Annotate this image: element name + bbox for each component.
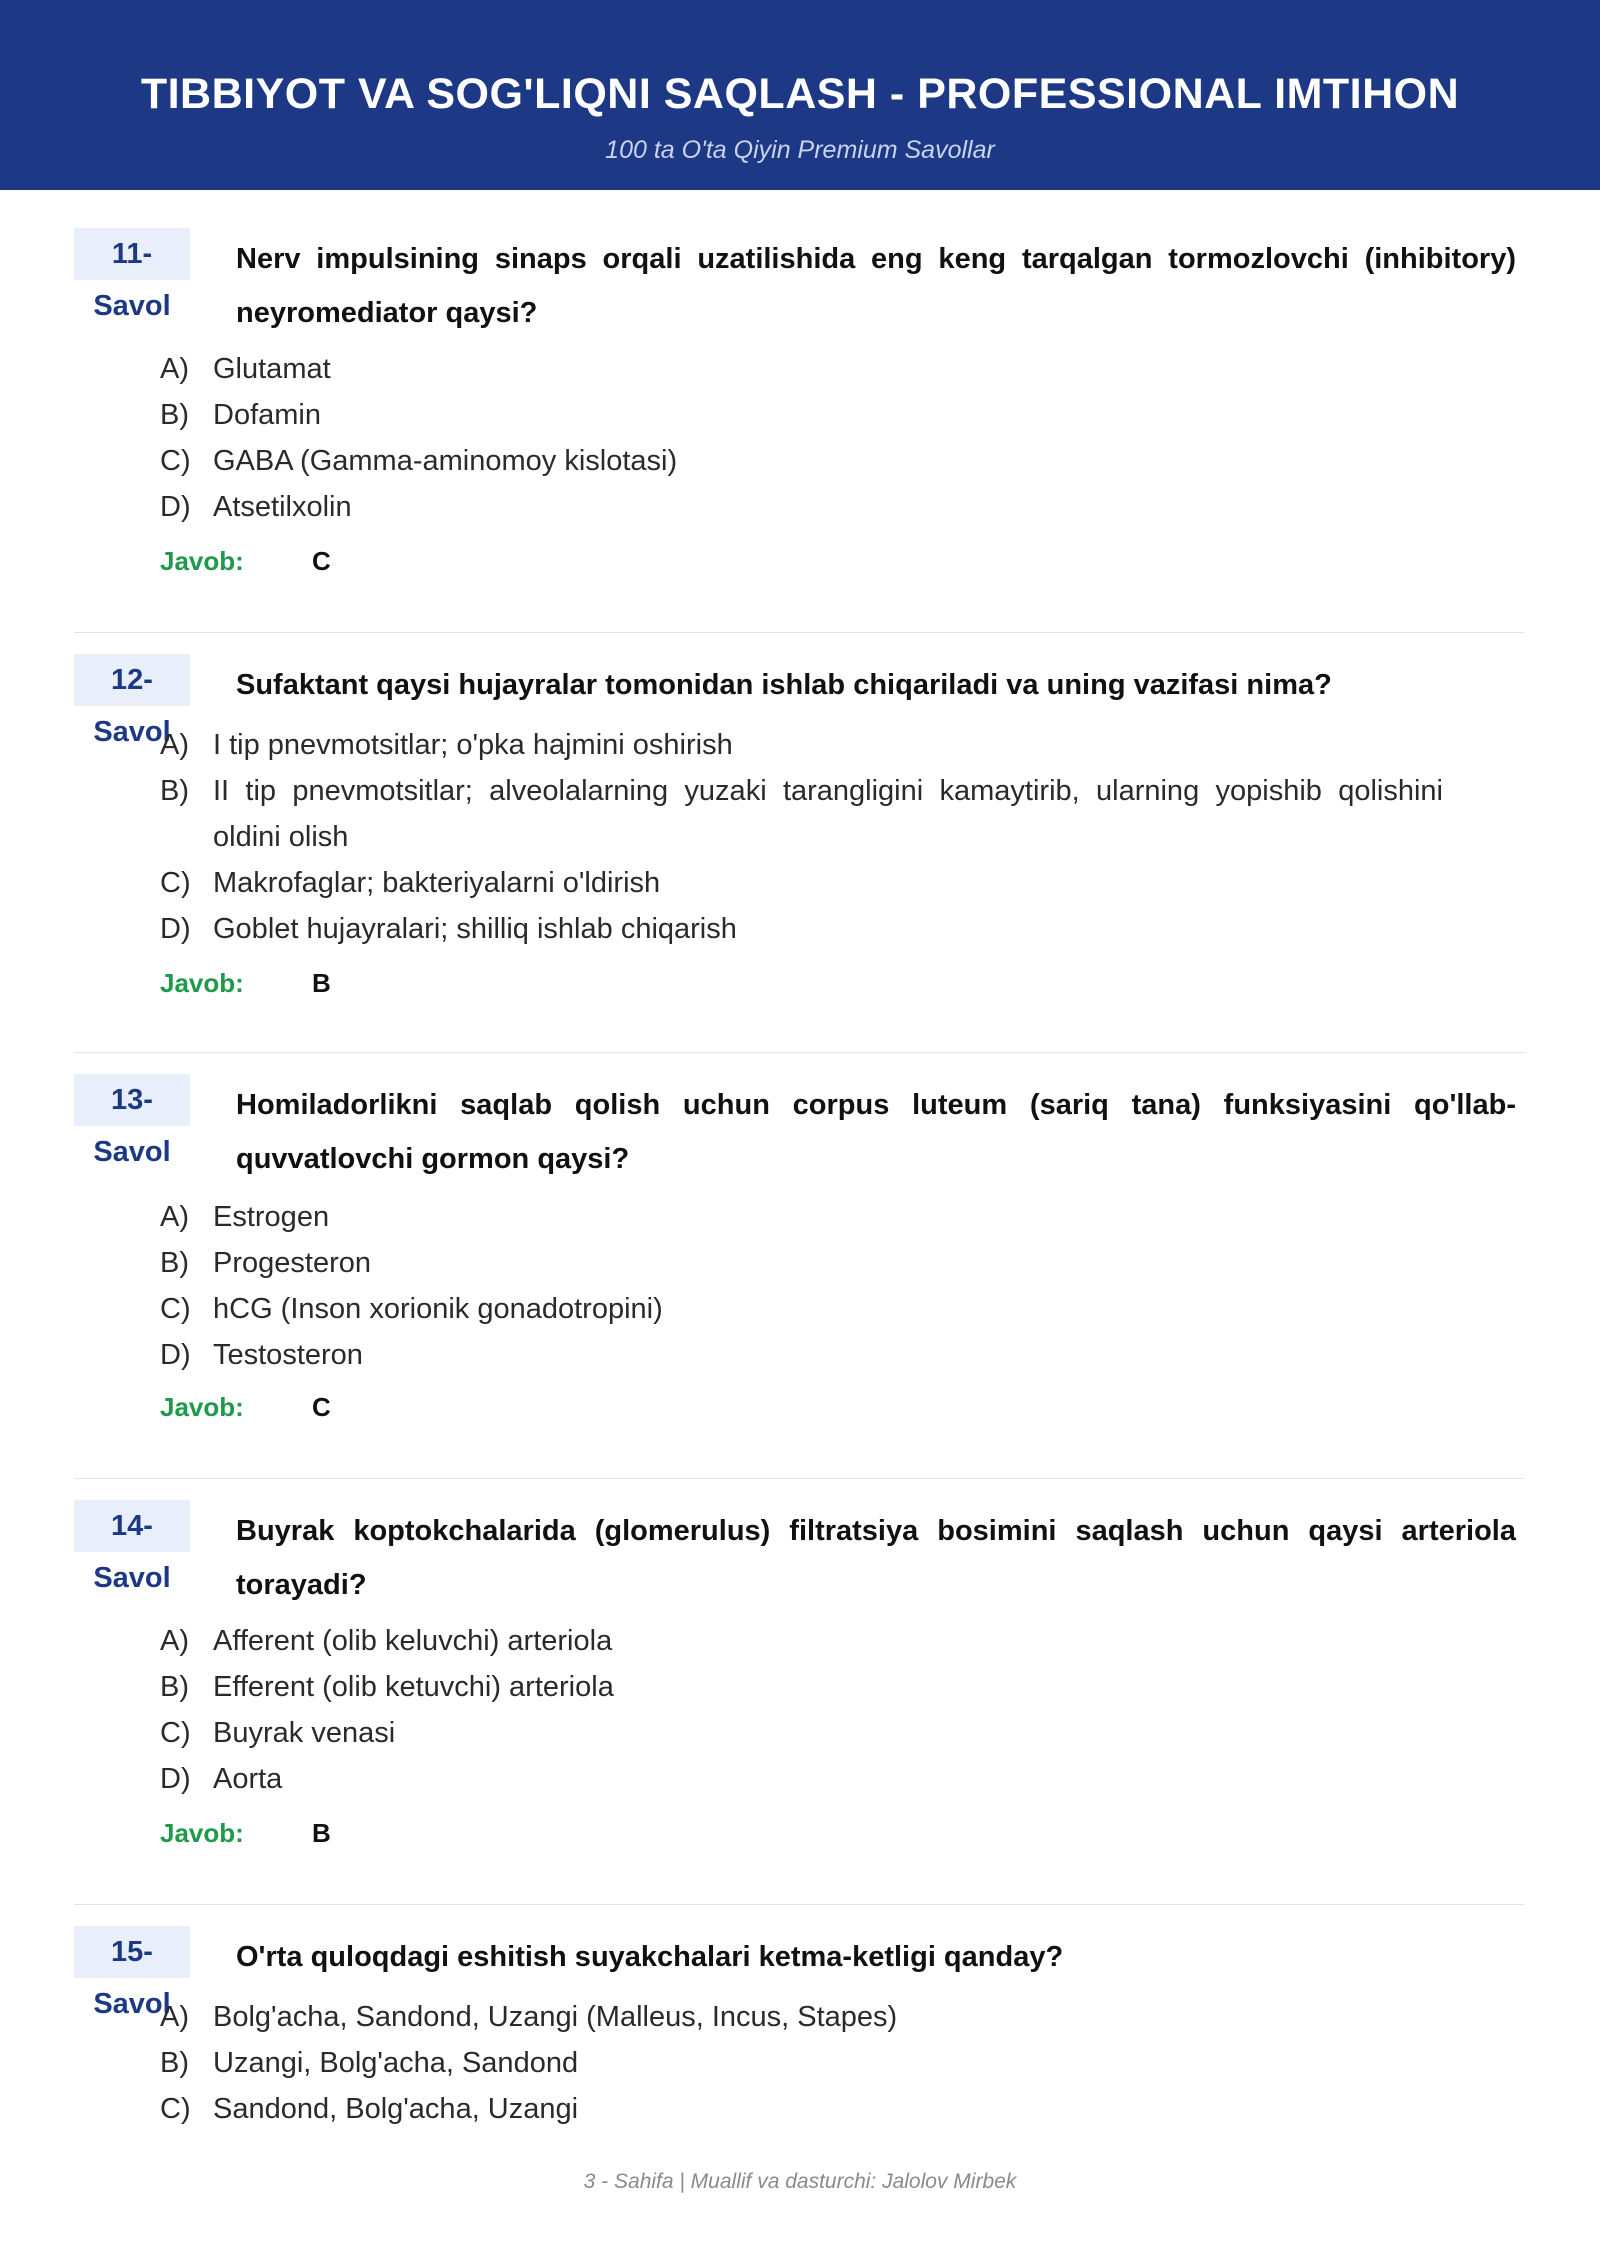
divider <box>74 1478 1524 1479</box>
option-letter: B) <box>160 1247 189 1279</box>
divider <box>74 632 1524 633</box>
option-text: Testosteron <box>213 1339 363 1371</box>
option-letter: D) <box>160 1339 191 1371</box>
question-number: 11-Savol <box>74 228 190 280</box>
question-text: Sufaktant qaysi hujayralar tomonidan ishlab chiqariladi va uning vazifasi nima? <box>236 669 1332 701</box>
option-text: Atsetilxolin <box>213 491 352 523</box>
option-text: Efferent (olib ketuvchi) arteriola <box>213 1671 614 1703</box>
question-number: 15-Savol <box>74 1926 190 1978</box>
divider <box>74 1904 1524 1905</box>
option-letter: B) <box>160 399 189 431</box>
option-text: hCG (Inson xorionik gonadotropini) <box>213 1293 663 1325</box>
question-text: O'rta quloqdagi eshitish suyakchalari ketma-ketligi qanday? <box>236 1941 1064 1973</box>
option-letter: D) <box>160 491 191 523</box>
option-text: Aorta <box>213 1763 283 1795</box>
answer-label: Javob: <box>160 968 244 998</box>
answer-value: B <box>312 1818 331 1848</box>
option-letter: B) <box>160 1671 189 1703</box>
document-subtitle: 100 ta O'ta Qiyin Premium Savollar <box>605 136 995 164</box>
option-letter: C) <box>160 867 191 899</box>
option-text: Buyrak venasi <box>213 1717 396 1749</box>
option-letter: B) <box>160 2047 189 2079</box>
answer-label: Javob: <box>160 1392 244 1422</box>
question-text: Buyrak koptokchalarida (glomerulus) filtratsiya bosimini saqlash uchun qaysi arteriola torayadi? <box>236 1515 1516 1601</box>
option-letter: D) <box>160 1763 191 1795</box>
option-text: Glutamat <box>213 353 331 385</box>
option-letter: A) <box>160 1625 189 1657</box>
option-letter: A) <box>160 1201 189 1233</box>
question-number: 14-Savol <box>74 1500 190 1552</box>
option-letter: B) <box>160 775 189 807</box>
option-letter: C) <box>160 1717 191 1749</box>
option-letter: C) <box>160 445 191 477</box>
option-text: Dofamin <box>213 399 321 431</box>
option-text: I tip pnevmotsitlar; o'pka hajmini oshirish <box>213 729 733 761</box>
option-text: II tip pnevmotsitlar; alveolalarning yuzaki tarangligini kamaytirib, ularning yopishib qolishini oldini olish <box>213 775 1443 853</box>
question-number: 12-Savol <box>74 654 190 706</box>
option-text: Progesteron <box>213 1247 371 1279</box>
document-title: TIBBIYOT VA SOG'LIQNI SAQLASH - PROFESSIONAL IMTIHON <box>140 70 1460 118</box>
option-text: Sandond, Bolg'acha, Uzangi <box>213 2093 579 2125</box>
answer-value: B <box>312 968 331 998</box>
option-letter: A) <box>160 2001 189 2033</box>
option-letter: A) <box>160 353 189 385</box>
option-text: Estrogen <box>213 1201 330 1233</box>
answer-label: Javob: <box>160 1818 244 1848</box>
question-number: 13-Savol <box>74 1074 190 1126</box>
divider <box>74 1052 1524 1053</box>
question-text: Nerv impulsining sinaps orqali uzatilishida eng keng tarqalgan tormozlovchi (inhibitory) neyromediator qaysi? <box>236 243 1516 329</box>
answer-value: C <box>312 1392 331 1422</box>
option-text: Bolg'acha, Sandond, Uzangi (Malleus, Incus, Stapes) <box>213 2001 898 2033</box>
option-letter: C) <box>160 2093 191 2125</box>
page-footer: 3 - Sahifa | Muallif va dasturchi: Jalolov Mirbek <box>583 2170 1017 2193</box>
answer-label: Javob: <box>160 546 244 576</box>
option-letter: D) <box>160 913 191 945</box>
option-letter: C) <box>160 1293 191 1325</box>
option-text: Goblet hujayralari; shilliq ishlab chiqarish <box>213 913 737 945</box>
question-text: Homiladorlikni saqlab qolish uchun corpus luteum (sariq tana) funksiyasini qo'llab-quvvatlovchi gormon qaysi? <box>236 1089 1516 1175</box>
page-header <box>0 0 1600 190</box>
option-letter: A) <box>160 729 189 761</box>
option-text: GABA (Gamma-aminomoy kislotasi) <box>213 445 678 477</box>
option-text: Afferent (olib keluvchi) arteriola <box>213 1625 613 1657</box>
option-text: Uzangi, Bolg'acha, Sandond <box>213 2047 579 2079</box>
answer-value: C <box>312 546 331 576</box>
option-text: Makrofaglar; bakteriyalarni o'ldirish <box>213 867 661 899</box>
